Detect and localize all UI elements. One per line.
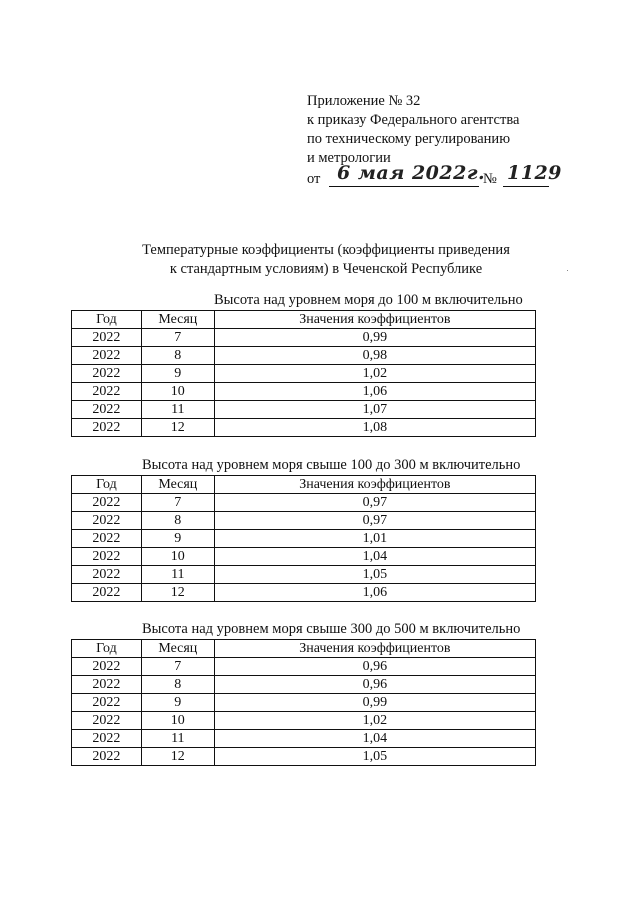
cell-coefficient: 0,99 (214, 694, 535, 712)
cell-coefficient: 0,99 (214, 329, 535, 347)
cell-coefficient: 1,06 (214, 584, 535, 602)
table-2-caption: Высота над уровнем моря свыше 100 до 300 м включительно (142, 457, 521, 473)
header-coefficient: Значения коэффициентов (214, 640, 535, 658)
cell-month: 10 (141, 548, 214, 566)
coefficients-table-2 (71, 475, 536, 602)
cell-month: 9 (141, 694, 214, 712)
table-header-row (72, 640, 536, 658)
cell-year: 2022 (72, 347, 142, 365)
table-row (72, 548, 536, 566)
table-row (72, 676, 536, 694)
coefficients-table-3 (71, 639, 536, 766)
table-row (72, 530, 536, 548)
table-row (72, 694, 536, 712)
table-row (72, 419, 536, 437)
table-row (72, 365, 536, 383)
cell-coefficient: 1,04 (214, 730, 535, 748)
cell-year: 2022 (72, 494, 142, 512)
document-title-line-2: к стандартным условиям) в Чеченской Республике (169, 261, 483, 277)
cell-year: 2022 (72, 383, 142, 401)
table-3-caption: Высота над уровнем моря свыше 300 до 500 м включительно (142, 621, 521, 637)
cell-month: 12 (141, 419, 214, 437)
order-date-handwritten: 6 мая 2022г. (337, 162, 486, 184)
table-row (72, 401, 536, 419)
table-row (72, 566, 536, 584)
table-1-caption: Высота над уровнем моря до 100 м включительно (214, 292, 523, 308)
cell-month: 7 (141, 658, 214, 676)
order-prefix: от (307, 171, 321, 187)
cell-month: 12 (141, 748, 214, 766)
header-year: Год (72, 311, 142, 329)
cell-coefficient: 0,96 (214, 676, 535, 694)
header-coefficient: Значения коэффициентов (214, 476, 535, 494)
cell-month: 8 (141, 676, 214, 694)
cell-year: 2022 (72, 712, 142, 730)
table-header-row (72, 476, 536, 494)
header-coefficient: Значения коэффициентов (214, 311, 535, 329)
cell-coefficient: 1,01 (214, 530, 535, 548)
cell-year: 2022 (72, 401, 142, 419)
table-row (72, 584, 536, 602)
cell-year: 2022 (72, 365, 142, 383)
cell-month: 7 (141, 329, 214, 347)
table-header-row (72, 311, 536, 329)
header-month: Месяц (141, 476, 214, 494)
header-month: Месяц (141, 311, 214, 329)
order-date-field (329, 162, 486, 187)
table-row (72, 512, 536, 530)
order-number-handwritten: 1129 (507, 162, 562, 184)
table-row (72, 730, 536, 748)
header-year: Год (72, 640, 142, 658)
order-number-sign: № (483, 171, 497, 187)
cell-coefficient: 1,02 (214, 365, 535, 383)
cell-year: 2022 (72, 676, 142, 694)
table-row (72, 748, 536, 766)
appendix-header (307, 92, 519, 168)
cell-coefficient: 1,05 (214, 748, 535, 766)
cell-year: 2022 (72, 694, 142, 712)
document-title-line-1: Температурные коэффициенты (коэффициенты приведения (142, 242, 510, 258)
cell-year: 2022 (72, 530, 142, 548)
cell-month: 11 (141, 566, 214, 584)
cell-coefficient: 1,04 (214, 548, 535, 566)
coefficients-table-1 (71, 310, 536, 437)
cell-month: 8 (141, 512, 214, 530)
cell-year: 2022 (72, 658, 142, 676)
cell-month: 9 (141, 365, 214, 383)
cell-coefficient: 1,06 (214, 383, 535, 401)
cell-coefficient: 1,05 (214, 566, 535, 584)
table-row (72, 494, 536, 512)
order-reference (307, 162, 562, 190)
cell-year: 2022 (72, 584, 142, 602)
table-row (72, 329, 536, 347)
appendix-line-2: к приказу Федерального агентства (307, 112, 520, 128)
cell-coefficient: 1,08 (214, 419, 535, 437)
cell-year: 2022 (72, 329, 142, 347)
cell-month: 9 (141, 530, 214, 548)
cell-month: 11 (141, 401, 214, 419)
cell-year: 2022 (72, 419, 142, 437)
cell-year: 2022 (72, 548, 142, 566)
cell-year: 2022 (72, 730, 142, 748)
cell-coefficient: 1,07 (214, 401, 535, 419)
cell-month: 10 (141, 712, 214, 730)
cell-year: 2022 (72, 566, 142, 584)
cell-coefficient: 1,02 (214, 712, 535, 730)
header-year: Год (72, 476, 142, 494)
cell-coefficient: 0,98 (214, 347, 535, 365)
cell-month: 12 (141, 584, 214, 602)
cell-coefficient: 0,97 (214, 494, 535, 512)
order-number-field (503, 162, 562, 187)
scan-mark (567, 270, 568, 271)
table-row (72, 658, 536, 676)
table-row (72, 383, 536, 401)
appendix-line-4: и метрологии (307, 150, 391, 166)
cell-month: 10 (141, 383, 214, 401)
cell-coefficient: 0,96 (214, 658, 535, 676)
document-title (60, 241, 592, 279)
table-row (72, 712, 536, 730)
cell-month: 8 (141, 347, 214, 365)
cell-year: 2022 (72, 748, 142, 766)
cell-year: 2022 (72, 512, 142, 530)
appendix-number: Приложение № 32 (307, 93, 421, 109)
cell-month: 11 (141, 730, 214, 748)
cell-coefficient: 0,97 (214, 512, 535, 530)
cell-month: 7 (141, 494, 214, 512)
header-month: Месяц (141, 640, 214, 658)
table-row (72, 347, 536, 365)
appendix-line-3: по техническому регулированию (307, 131, 511, 147)
